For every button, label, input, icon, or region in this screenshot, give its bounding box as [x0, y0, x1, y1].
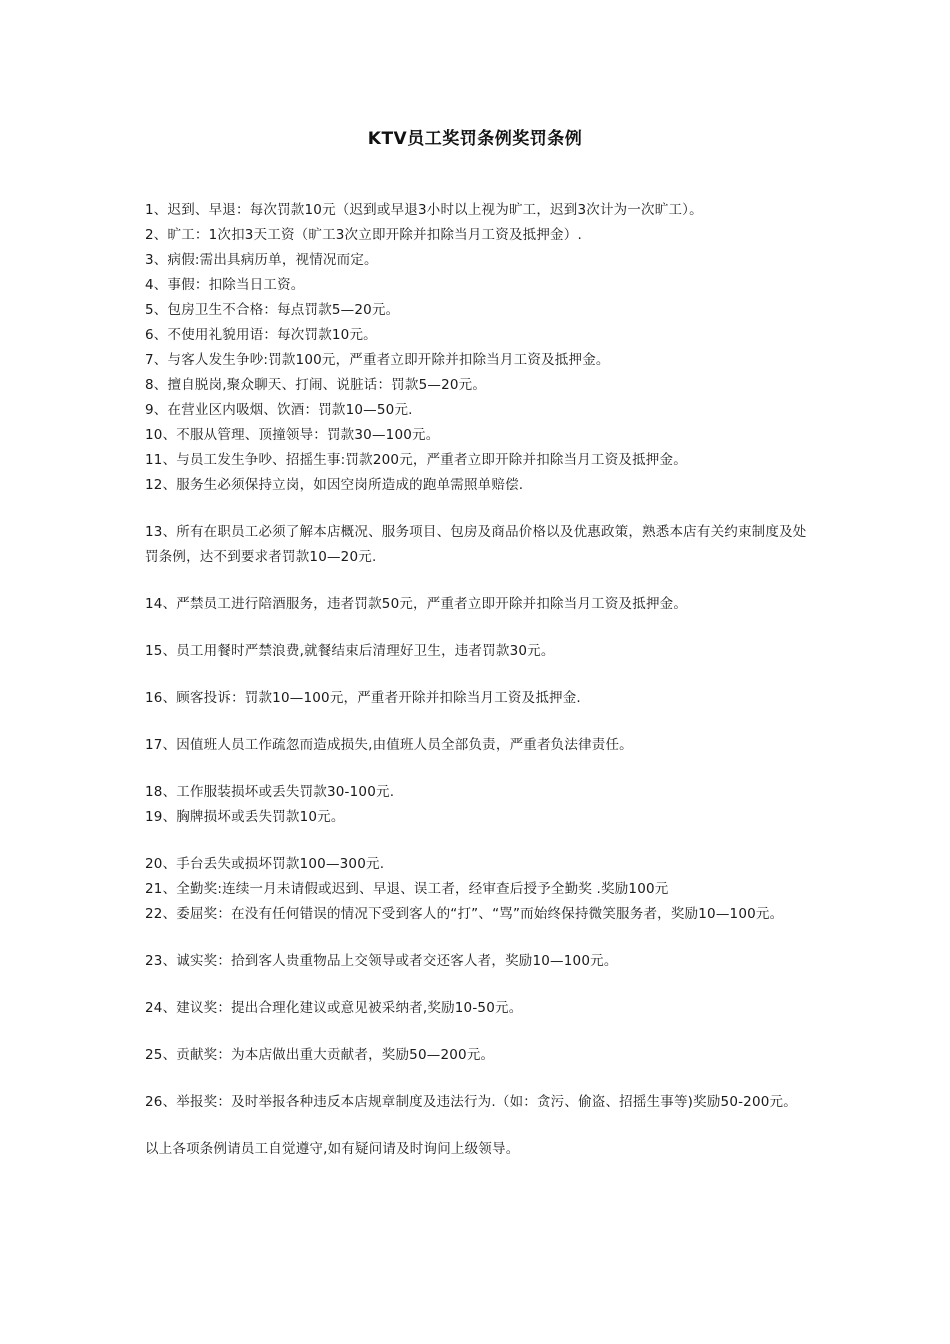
rule-item-20: 20、手台丢失或损坏罚款100—300元. — [145, 856, 385, 872]
rule-item-24: 24、建议奖：提出合理化建议或意见被采纳者,奖励10-50元。 — [145, 1000, 523, 1016]
closing-note: 以上各项条例请员工自觉遵守,如有疑问请及时询问上级领导。 — [145, 1141, 520, 1157]
rule-item-25: 25、贡献奖：为本店做出重大贡献者，奖励50—200元。 — [145, 1047, 495, 1063]
rule-item-21: 21、全勤奖:连续一月未请假或迟到、早退、误工者，经审查后授予全勤奖 .奖励100元 — [145, 881, 669, 897]
document-body — [145, 198, 810, 1162]
rule-item-5: 5、包房卫生不合格：每点罚款5—20元。 — [145, 302, 400, 318]
rule-item-26: 26、举报奖：及时举报各种违反本店规章制度及违法行为.（如：贪污、偷盗、招摇生事等)奖励50-200元。 — [145, 1094, 797, 1110]
rule-item-13: 13、所有在职员工必须了解本店概况、服务项目、包房及商品价格以及优惠政策，熟悉本店有关约束制度及处罚条例，达不到要求者罚款10—20元. — [145, 524, 807, 565]
document-title: KTV员工奖罚条例奖罚条例 — [367, 129, 583, 149]
rule-item-11: 11、与员工发生争吵、招摇生事:罚款200元，严重者立即开除并扣除当月工资及抵押金。 — [145, 452, 687, 468]
rule-item-9: 9、在营业区内吸烟、饮酒：罚款10—50元. — [145, 402, 413, 418]
rule-item-10: 10、不服从管理、顶撞领导：罚款30—100元。 — [145, 427, 440, 443]
rule-item-17: 17、因值班人员工作疏忽而造成损失,由值班人员全部负责，严重者负法律责任。 — [145, 737, 633, 753]
rule-item-8: 8、擅自脱岗,聚众聊天、打闹、说脏话：罚款5—20元。 — [145, 377, 487, 393]
rule-item-22: 22、委屈奖：在没有任何错误的情况下受到客人的“打”、“骂”而始终保持微笑服务者，奖励10—100元。 — [145, 906, 784, 922]
rule-item-12: 12、服务生必须保持立岗，如因空岗所造成的跑单需照单赔偿. — [145, 477, 524, 493]
rule-item-2: 2、旷工：1次扣3天工资（旷工3次立即开除并扣除当月工资及抵押金）. — [145, 227, 582, 243]
rule-item-6: 6、不使用礼貌用语：每次罚款10元。 — [145, 327, 377, 343]
rule-item-18: 18、工作服装损坏或丢失罚款30-100元. — [145, 784, 395, 800]
rule-item-1: 1、迟到、早退：每次罚款10元（迟到或早退3小时以上视为旷工，迟到3次计为一次旷工）。 — [145, 202, 703, 218]
rule-item-16: 16、顾客投诉：罚款10—100元，严重者开除并扣除当月工资及抵押金. — [145, 690, 581, 706]
rule-item-14: 14、严禁员工进行陪酒服务，违者罚款50元，严重者立即开除并扣除当月工资及抵押金。 — [145, 596, 688, 612]
rule-item-23: 23、诚实奖：拾到客人贵重物品上交领导或者交还客人者，奖励10—100元。 — [145, 953, 618, 969]
rule-item-7: 7、与客人发生争吵:罚款100元，严重者立即开除并扣除当月工资及抵押金。 — [145, 352, 610, 368]
rule-item-19: 19、胸牌损坏或丢失罚款10元。 — [145, 809, 345, 825]
rule-item-4: 4、事假：扣除当日工资。 — [145, 277, 305, 293]
rule-item-3: 3、病假:需出具病历单，视情况而定。 — [145, 252, 378, 268]
rule-item-15: 15、员工用餐时严禁浪费,就餐结束后清理好卫生，违者罚款30元。 — [145, 643, 555, 659]
